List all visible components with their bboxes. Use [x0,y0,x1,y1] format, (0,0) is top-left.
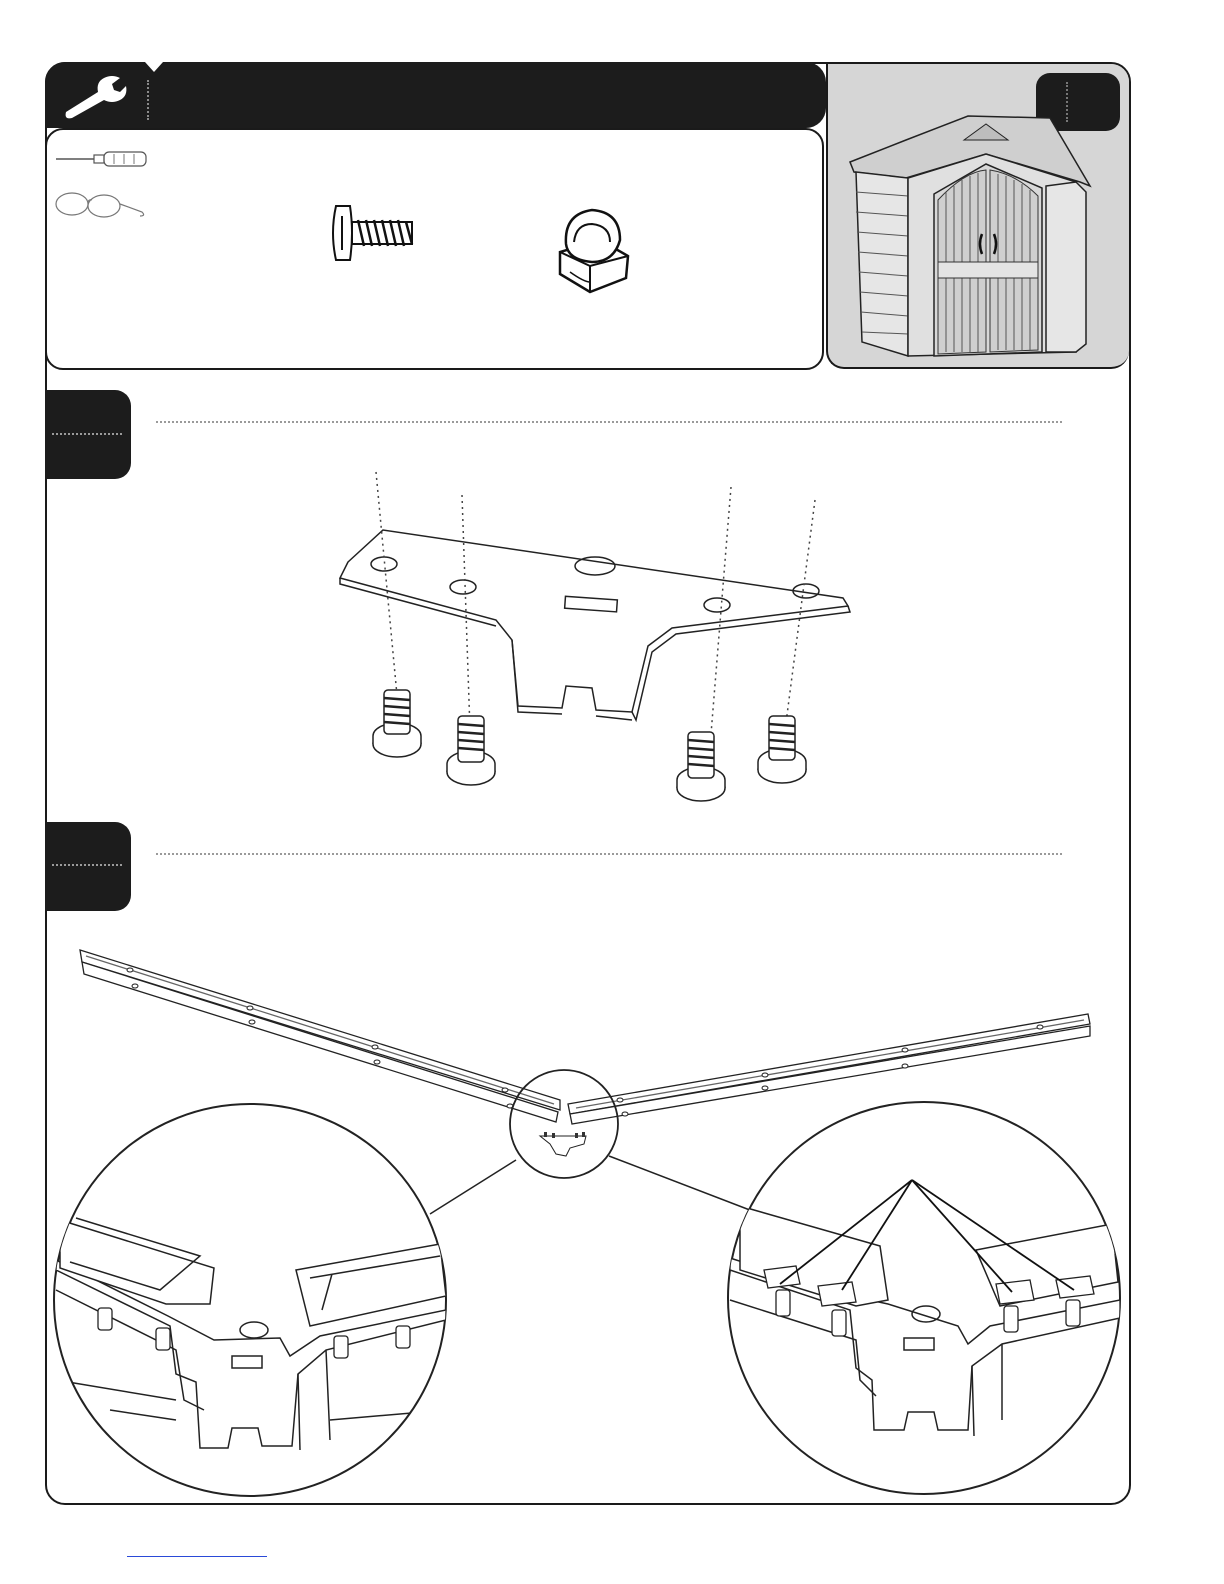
step-1-rule [156,421,1062,423]
footer-link-underline[interactable] [127,1556,267,1557]
rail-bracket-assembly-illustration [50,930,1130,1500]
screw-icon [328,204,420,262]
shed-icon [846,112,1104,368]
step-2-tab [45,822,131,911]
step-2-rule [156,853,1062,855]
wrench-icon [58,72,128,118]
step-2-tab-divider [52,864,122,866]
cap-nut-icon [554,204,634,296]
screwdriver-icon [54,148,150,170]
step-1-tab-divider [52,433,122,435]
parts-panel [45,128,824,370]
header-divider [147,80,149,120]
header-notch [145,62,163,74]
bracket-screws-illustration [330,468,870,808]
safety-glasses-icon [52,190,148,224]
